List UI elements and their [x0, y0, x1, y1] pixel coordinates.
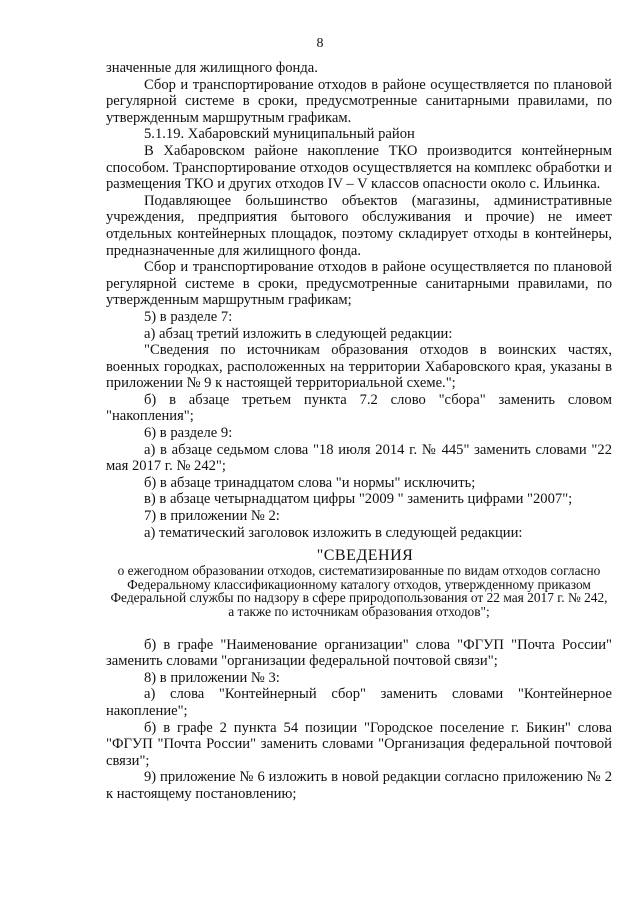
list-item: а) абзац третий изложить в следующей редакции: [144, 325, 453, 342]
spacer [106, 619, 612, 637]
quoted-text: "Сведения по источникам образования отходов в воинских частях, военных городках, расположенных на территории Хабаровского края, указаны в приложении № 9 к настоящей территориальной схеме."; [106, 342, 612, 392]
list-item: а) тематический заголовок изложить в следующей редакции: [144, 524, 523, 541]
list-item: а) слова "Контейнерный сбор" заменить словами "Контейнерное накопление"; [106, 686, 612, 719]
paragraph: В Хабаровском районе накопление ТКО производится контейнерным способом. Транспортирование отходов осуществляется на комплекс обработки и размещения ТКО и других отходов IV – V классов опасности около с. Ильинка. [106, 142, 612, 193]
paragraph: Подавляющее большинство объектов (магазины, административные учреждения, предприятия бытового обслуживания и прочие) не имеет отдельных контейнерных площадок, поэтому складирует отходы в контейнеры, предназначенные для жилищного фонда. [106, 192, 612, 259]
list-item: 5) в разделе 7: [144, 308, 233, 325]
list-item: б) в графе "Наименование организации" слова "ФГУП "Почта России" заменить словами "организации федеральной почтовой связи"; [106, 636, 612, 670]
paragraph: Сбор и транспортирование отходов в районе осуществляется по плановой регулярной системе в сроки, предусмотренные санитарными правилами, по утвержденным маршрутным графикам; [106, 259, 612, 309]
section-heading: 5.1.19. Хабаровский муниципальный район [144, 126, 415, 143]
list-item: б) в графе 2 пункта 54 позиции "Городское поселение г. Бикин" слова "ФГУП "Почта России" заменить словами "Организация федеральной почтовой связи"; [106, 719, 612, 769]
document-body [106, 60, 612, 803]
list-item: 8) в приложении № 3: [144, 669, 280, 686]
list-item: 6) в разделе 9: [144, 425, 233, 442]
paragraph: значенные для жилищного фонда. [106, 60, 318, 76]
list-item: а) в абзаце седьмом слова "18 июля 2014 г. № 445" заменить словами "22 мая 2017 г. № 242"; [106, 441, 612, 475]
page-number: 8 [316, 36, 324, 51]
list-item: в) в абзаце четырнадцатом цифры "2009 " заменить цифрами "2007"; [144, 491, 573, 508]
list-item: б) в абзаце третьем пункта 7.2 слово "сбора" заменить словом "накопления"; [106, 391, 612, 425]
list-item: 7) в приложении № 2: [144, 508, 280, 525]
table-heading-subtitle: о ежегодном образовании отходов, систематизированные по видам отходов согласно Федеральному классификационному каталогу отходов, утвержденному приказом Федеральной службы по надзору в сфере природопользования от 22 мая 2017 г. № 242, а также по источникам образования отходов"; [110, 563, 608, 619]
list-item: 9) приложение № 6 изложить в новой редакции согласно приложению № 2 к настоящему постановлению; [106, 769, 612, 802]
list-item: б) в абзаце тринадцатом слова "и нормы" исключить; [144, 474, 476, 491]
table-heading-title: "СВЕДЕНИЯ [316, 547, 414, 565]
paragraph: Сбор и транспортирование отходов в районе осуществляется по плановой регулярной системе в сроки, предусмотренные санитарными правилами, по утвержденным маршрутным графикам. [106, 76, 612, 126]
